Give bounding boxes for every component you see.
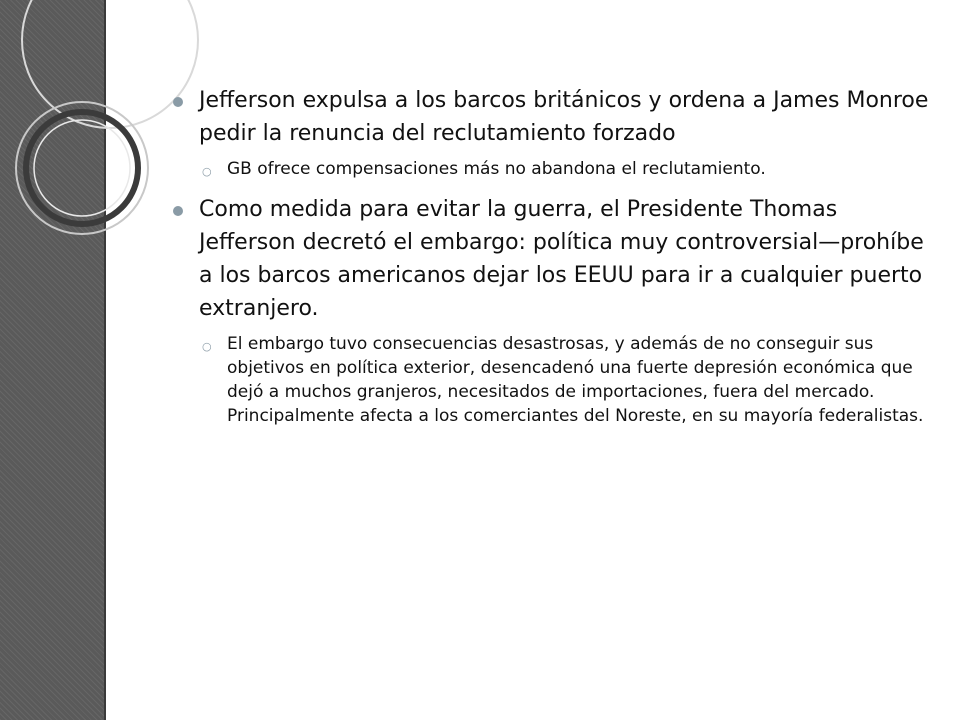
bullet-item-1 (170, 84, 940, 150)
sub-bullet-text-2: El embargo tuvo consecuencias desastrosas, y además de no conseguir sus objetivos en política exterior, desencadenó una fuerte depresión económica que dejó a muchos granjeros, necesitados de importaciones, fuera del mercado. Principalmente afecta a los comerciantes del Noreste, en su mayoría federalistas. (227, 334, 924, 426)
sub-bullet-item-1 (170, 157, 940, 181)
sub-bullet-item-2 (170, 332, 940, 428)
slide-content (170, 84, 940, 440)
bullet-item-2 (170, 193, 940, 325)
sub-bullet-text-1: GB ofrece compensaciones más no abandona el reclutamiento. (227, 159, 766, 179)
hollow-circle-bullet-icon: ○ (202, 340, 212, 353)
filled-circle-bullet-icon (173, 97, 183, 107)
bullet-text-1: Jefferson expulsa a los barcos británicos y ordena a James Monroe pedir la renuncia del reclutamiento forzado (199, 88, 929, 146)
bullet-text-2: Como medida para evitar la guerra, el Presidente Thomas Jefferson decretó el embargo: política muy controversial—prohíbe a los barcos americanos dejar los EEUU para ir a cualquier puerto extranjero. (199, 197, 924, 321)
hollow-circle-bullet-icon: ○ (202, 165, 212, 178)
filled-circle-bullet-icon (173, 206, 183, 216)
